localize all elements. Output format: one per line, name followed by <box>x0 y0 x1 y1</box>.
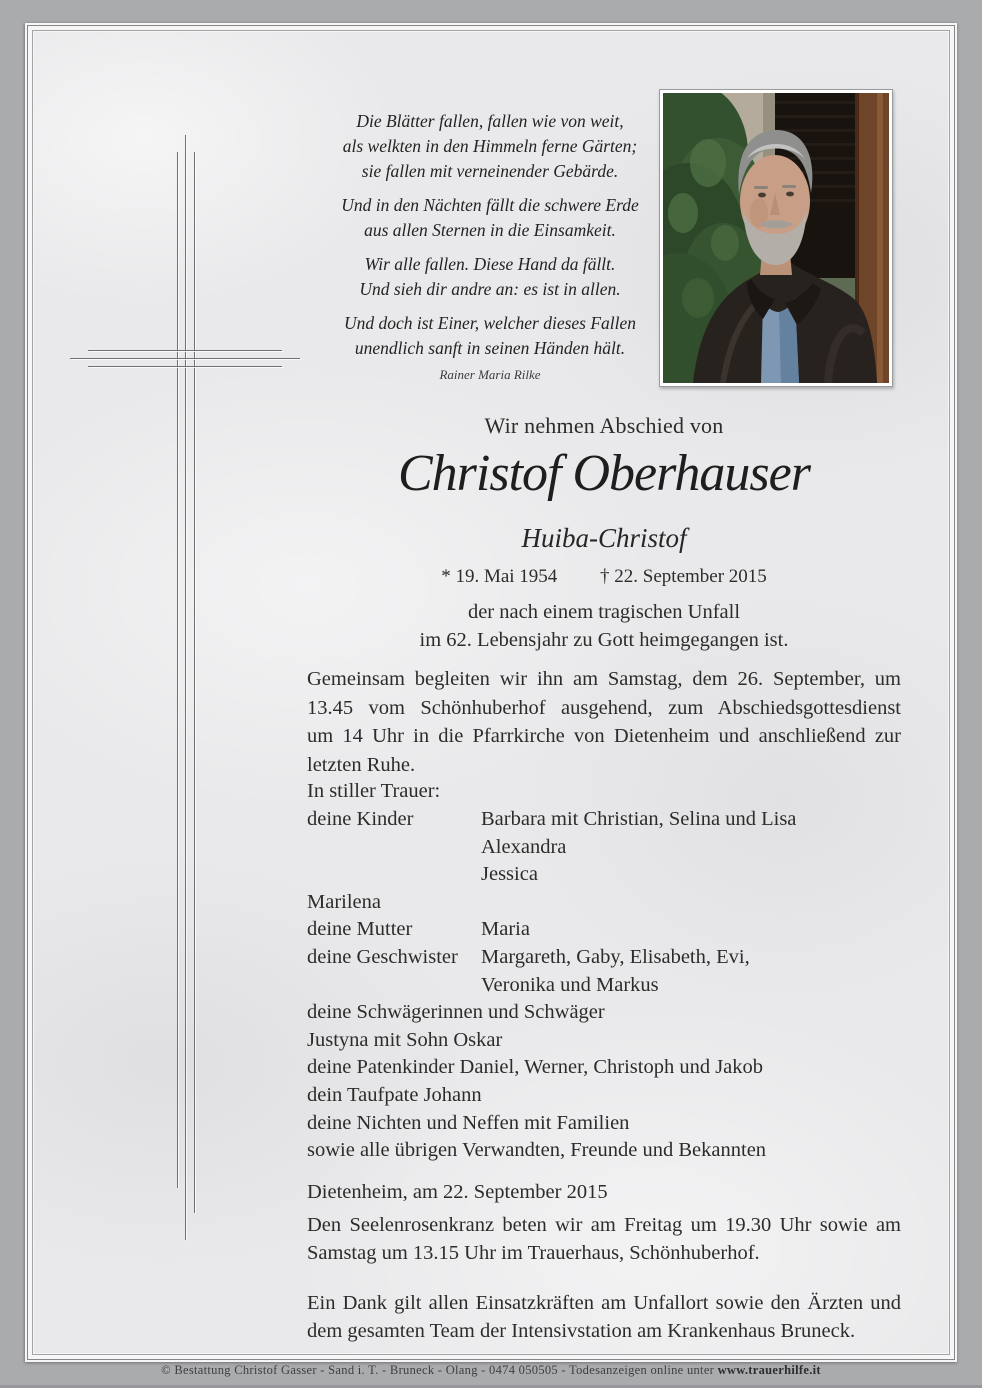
funeral-line: 13.45 vom Schönhuberhof ausgehend, zum Abschiedsgottesdienst <box>307 696 901 719</box>
mourner-label: deine Kinder <box>307 808 414 830</box>
portrait-photo <box>659 89 893 387</box>
deceased-name: Christof Oberhauser <box>398 445 810 502</box>
mourner-label: deine Geschwister <box>307 945 458 968</box>
mourner-row <box>307 836 901 864</box>
poem-line: sie fallen mit verneinender Gebärde. <box>361 161 619 181</box>
place-and-date: Dietenheim, am 22. September 2015 <box>307 1181 608 1203</box>
mourner-row <box>307 918 901 946</box>
poem-line: Die Blätter fallen, fallen wie von weit, <box>356 111 624 131</box>
funeral-line: Gemeinsam begleiten wir ihn am Samstag, dem 26. September, um <box>307 668 901 690</box>
poem-line: Und doch ist Einer, welcher dieses Fallen <box>343 313 637 333</box>
cross-vertical-line <box>185 135 186 1240</box>
poem <box>290 109 690 370</box>
funeral-line: um 14 Uhr in die Pfarrkirche von Dietenheim und anschließend zur <box>307 725 901 747</box>
footer <box>0 1363 982 1378</box>
mourner-names: Margareth, Gaby, Elisabeth, Evi, <box>481 945 750 968</box>
mourner-row <box>307 1001 901 1029</box>
mourner-names: Maria <box>481 918 530 941</box>
poem-line: Wir alle fallen. Diese Hand da fällt. <box>364 254 616 274</box>
mourner-row <box>307 891 901 919</box>
deceased-nickname: Huiba-Christof <box>521 523 687 553</box>
mourner-names: Barbara mit Christian, Selina und Lisa <box>481 808 797 830</box>
mourner-row <box>307 1084 901 1112</box>
mourners-list <box>307 808 901 1167</box>
cross-horizontal-line <box>70 358 300 359</box>
death-date: † 22. September 2015 <box>600 566 767 587</box>
mourner-label: deine Schwägerinnen und Schwäger <box>307 1001 605 1024</box>
mourner-label <box>307 974 481 1002</box>
poem-line: aus allen Sternen in die Einsamkeit. <box>364 220 616 240</box>
mourner-label: dein Taufpate Johann <box>307 1083 482 1106</box>
death-circumstance <box>307 598 901 654</box>
mourner-label: deine Nichten und Neffen mit Familien <box>307 1111 630 1134</box>
mourner-names: Veronika und Markus <box>481 973 659 996</box>
mourner-row <box>307 1029 901 1057</box>
poem-line: Und in den Nächten fällt die schwere Erde <box>341 195 639 215</box>
thanks-line: dem gesamten Team der Intensivstation am Krankenhaus Bruneck. <box>307 1320 856 1342</box>
mourner-row <box>307 946 901 974</box>
poem-stanza <box>290 109 690 184</box>
mourner-names: Jessica <box>481 863 538 886</box>
rosary-line: Samstag um 13.15 Uhr im Trauerhaus, Schönhuberhof. <box>307 1242 760 1264</box>
footer-text: © Bestattung Christof Gasser - Sand i. T. - Bruneck - Olang - 0474 050505 - Todesanzeigen online unter <box>161 1363 715 1377</box>
poem-stanza <box>290 252 690 302</box>
mourner-label: deine Patenkinder Daniel, Werner, Christoph und Jakob <box>307 1056 764 1079</box>
farewell-intro: Wir nehmen Abschied von <box>484 413 724 438</box>
cross-horizontal-line <box>88 366 282 367</box>
mourner-row <box>307 863 901 891</box>
mourner-label: Justyna mit Sohn Oskar <box>307 1028 503 1051</box>
poem-stanza <box>290 193 690 243</box>
mourner-row <box>307 1139 901 1167</box>
cross-vertical-line <box>194 152 195 1213</box>
poem-stanza <box>290 311 690 361</box>
mourner-row <box>307 974 901 1002</box>
funeral-announcement <box>307 665 901 779</box>
poem-author: Rainer Maria Rilke <box>439 367 541 382</box>
birth-date: * 19. Mai 1954 <box>441 566 558 587</box>
life-dates <box>307 566 901 588</box>
cross-vertical-line <box>177 152 178 1188</box>
rosary-line: Den Seelenrosenkranz beten wir am Freitag um 19.30 Uhr sowie am <box>307 1214 901 1236</box>
mourner-row <box>307 1056 901 1084</box>
circumstance-line: im 62. Lebensjahr zu Gott heimgegangen ist. <box>419 629 789 651</box>
mourner-names: Alexandra <box>481 835 567 858</box>
cross-horizontal-line <box>88 350 282 351</box>
mourner-label <box>307 836 481 864</box>
memorial-card <box>25 23 957 1362</box>
mourner-label: sowie alle übrigen Verwandten, Freunde und Bekannten <box>307 1139 767 1162</box>
footer-website-link: www.trauerhilfe.it <box>717 1363 821 1377</box>
mourner-row <box>307 1112 901 1140</box>
funeral-line: letzten Ruhe. <box>307 753 416 776</box>
thanks-line: Ein Dank gilt allen Einsatzkräften am Unfallort sowie den Ärzten und <box>307 1292 901 1314</box>
poem-line: Und sieh dir andre an: es ist in allen. <box>359 279 621 299</box>
thanks-notice <box>307 1289 901 1345</box>
mourner-label: deine Mutter <box>307 918 413 941</box>
portrait-illustration <box>663 93 889 383</box>
mourner-label <box>307 863 481 891</box>
mourner-label: Marilena <box>307 890 381 913</box>
poem-line: als welkten in den Himmeln ferne Gärten; <box>342 136 638 156</box>
mourning-heading: In stiller Trauer: <box>307 780 441 802</box>
rosary-notice <box>307 1211 901 1267</box>
circumstance-line: der nach einem tragischen Unfall <box>467 601 741 623</box>
mourner-row <box>307 808 901 836</box>
poem-line: unendlich sanft in seinen Händen hält. <box>354 338 626 358</box>
